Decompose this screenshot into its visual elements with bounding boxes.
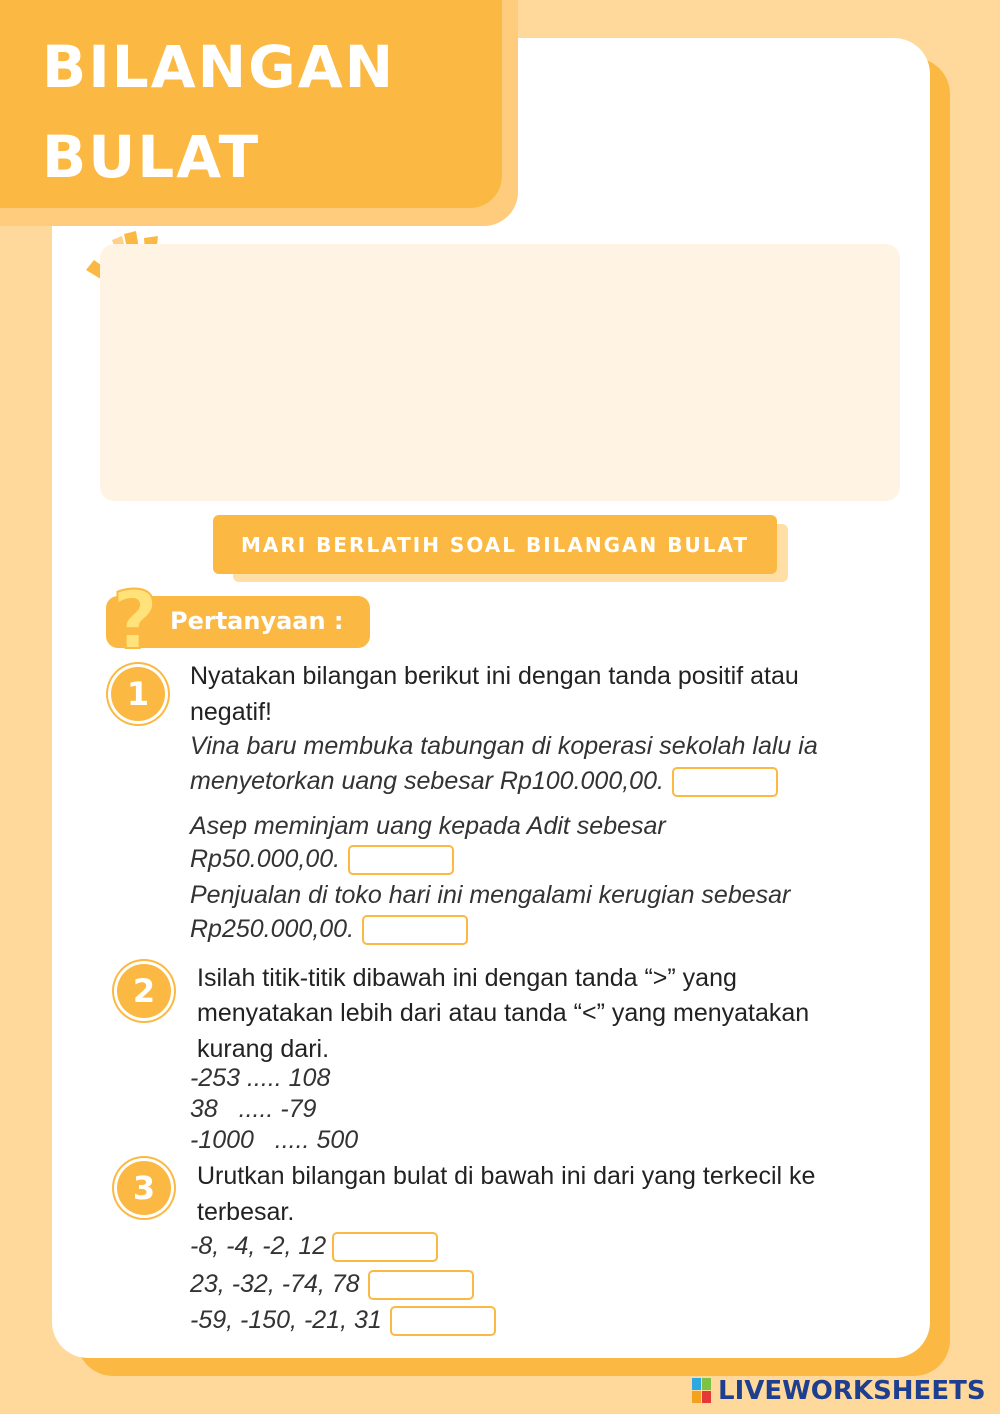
q2-item-2: 38 ..... -79 bbox=[190, 1095, 317, 1123]
q3-item-2-row bbox=[190, 1268, 474, 1301]
title-line-2: BULAT bbox=[42, 123, 261, 191]
question-number-2: 2 bbox=[114, 961, 174, 1021]
q1-c-line2: Rp250.000,00. bbox=[190, 915, 355, 943]
title-box bbox=[0, 0, 502, 208]
svg-text:?: ? bbox=[112, 580, 159, 662]
q1-c-line1: Penjualan di toko hari ini mengalami kerugian sebesar bbox=[190, 881, 791, 909]
answer-box-3c[interactable] bbox=[390, 1306, 496, 1336]
q3-item-3: -59, -150, -21, 31 bbox=[190, 1306, 382, 1334]
questions-label: Pertanyaan : bbox=[170, 607, 344, 635]
q1-a-line1: Vina baru membuka tabungan di koperasi sekolah lalu ia bbox=[190, 732, 818, 760]
q2-item-1: -253 ..... 108 bbox=[190, 1064, 331, 1092]
page-title bbox=[42, 22, 395, 202]
image-placeholder bbox=[100, 244, 900, 501]
q1-prompt-line1: Nyatakan bilangan berikut ini dengan tanda positif atau bbox=[190, 662, 799, 690]
q2-prompt-line2: menyatakan lebih dari atau tanda “<” yang menyatakan bbox=[197, 999, 810, 1027]
liveworksheets-mark-icon bbox=[692, 1378, 712, 1404]
q3-item-1-row bbox=[190, 1230, 438, 1263]
q1-prompt-line2: negatif! bbox=[190, 698, 273, 726]
question-mark-icon bbox=[108, 580, 166, 662]
q3-item-3-row bbox=[190, 1304, 496, 1337]
answer-box-3b[interactable] bbox=[368, 1270, 474, 1300]
q1-a-line2: menyetorkan uang sebesar Rp100.000,00. bbox=[190, 767, 664, 795]
answer-box-1c[interactable] bbox=[362, 915, 468, 945]
answer-box-3a[interactable] bbox=[332, 1232, 438, 1262]
q2-item-3: -1000 ..... 500 bbox=[190, 1126, 359, 1154]
section-banner: MARI BERLATIH SOAL BILANGAN BULAT bbox=[213, 515, 777, 574]
q3-item-1: -8, -4, -2, 12 bbox=[190, 1232, 327, 1260]
q3-prompt-line1: Urutkan bilangan bulat di bawah ini dari yang terkecil ke bbox=[197, 1162, 816, 1190]
q3-item-2: 23, -32, -74, 78 bbox=[190, 1270, 360, 1298]
question-number-1: 1 bbox=[108, 664, 168, 724]
q1-a-line2-row bbox=[190, 765, 778, 798]
answer-box-1b[interactable] bbox=[348, 845, 454, 875]
q2-prompt-line1: Isilah titik-titik dibawah ini dengan tanda “>” yang bbox=[197, 964, 737, 992]
q2-prompt-line3: kurang dari. bbox=[197, 1035, 330, 1063]
q3-prompt-line2: terbesar. bbox=[197, 1198, 295, 1226]
question-number-3: 3 bbox=[114, 1158, 174, 1218]
q1-b-line2-row bbox=[190, 843, 454, 876]
liveworksheets-logo[interactable] bbox=[692, 1376, 986, 1406]
title-line-1: BILANGAN bbox=[42, 33, 396, 101]
q1-c-line2-row bbox=[190, 913, 468, 946]
q1-b-line2: Rp50.000,00. bbox=[190, 845, 341, 873]
brand-name: LIVEWORKSHEETS bbox=[718, 1376, 986, 1406]
answer-box-1a[interactable] bbox=[672, 767, 778, 797]
q1-b-line1: Asep meminjam uang kepada Adit sebesar bbox=[190, 812, 666, 840]
